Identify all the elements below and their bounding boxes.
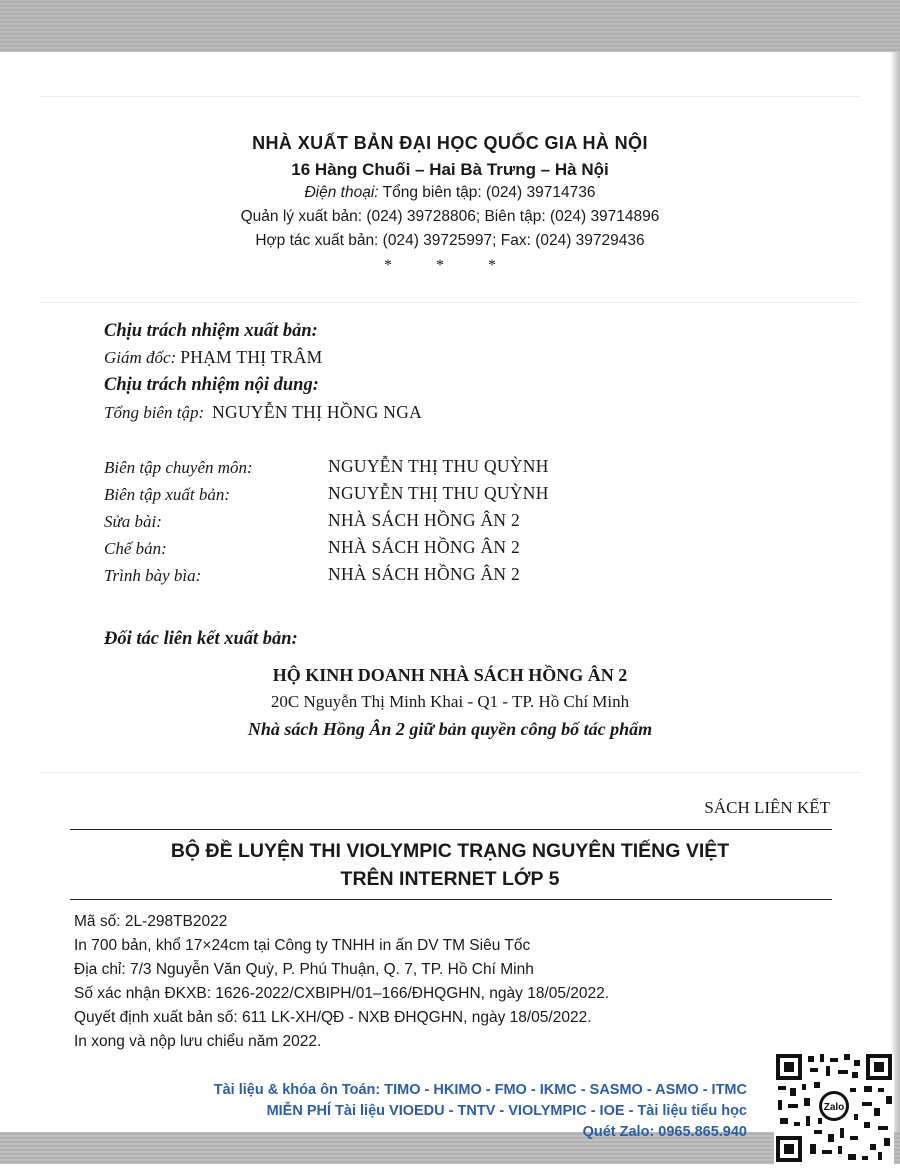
scan-line	[40, 772, 860, 773]
separator-stars: * * *	[384, 257, 516, 274]
credit-label: Trình bày bìa:	[104, 566, 202, 585]
scan-line	[40, 96, 860, 97]
print-info-line: Địa chỉ: 7/3 Nguyễn Văn Quỳ, P. Phú Thuận, Q. 7, TP. Hồ Chí Minh	[74, 961, 534, 978]
publisher-cooperation-line: Hợp tác xuất bản: (024) 39725997; Fax: (024) 39729436	[255, 232, 645, 249]
credit-value: NHÀ SÁCH HỒNG ÂN 2	[328, 510, 521, 530]
publisher-name: NHÀ XUẤT BẢN ĐẠI HỌC QUỐC GIA HÀ NỘI	[252, 133, 648, 153]
promo-line1: Tài liệu & khóa ôn Toán: TIMO - HKIMO - FMO - IKMC - SASMO - ASMO - ITMC	[213, 1082, 747, 1098]
credit-value: NHÀ SÁCH HỒNG ÂN 2	[328, 564, 521, 584]
book-title-line1: BỘ ĐỀ LUYỆN THI VIOLYMPIC TRẠNG NGUYÊN TIẾNG VIỆT	[170, 840, 730, 862]
publisher-phone-line	[0, 184, 900, 202]
phone-value: Tổng biên tập: (024) 39714736	[382, 184, 596, 201]
promo-line2: MIỄN PHÍ Tài liệu VIOEDU - TNTV - VIOLYMPIC - IOE - Tài liệu tiểu học	[266, 1103, 747, 1119]
print-info-line: In xong và nộp lưu chiểu năm 2022.	[74, 1033, 322, 1050]
publisher-management-line: Quản lý xuất bản: (024) 39728806; Biên tập: (024) 39714896	[240, 208, 660, 225]
director-name: PHẠM THỊ TRÂM	[180, 347, 323, 367]
copyright-notice: Nhà sách Hồng Ân 2 giữ bản quyền công bố tác phẩm	[247, 719, 653, 739]
publisher-address: 16 Hàng Chuối – Hai Bà Trưng – Hà Nội	[291, 160, 609, 179]
book-title-line2: TRÊN INTERNET LỚP 5	[340, 868, 560, 890]
partner-address: 20C Nguyễn Thị Minh Khai - Q1 - TP. Hồ Chí Minh	[270, 692, 630, 711]
chief-editor-name: NGUYỄN THỊ HỒNG NGA	[212, 402, 423, 422]
partner-name: HỘ KINH DOANH NHÀ SÁCH HỒNG ÂN 2	[272, 665, 628, 685]
credit-value: NGUYỄN THỊ THU QUỲNH	[328, 456, 549, 476]
chief-editor-line	[104, 402, 422, 423]
scan-bottom-band	[0, 1132, 900, 1164]
scan-line	[40, 302, 860, 303]
qr-code-icon	[774, 1052, 894, 1164]
chief-editor-label: Tổng biên tập:	[104, 403, 205, 422]
promo-line3: Quét Zalo: 0965.865.940	[582, 1124, 747, 1140]
director-line	[104, 347, 323, 368]
credit-label: Sửa bài:	[104, 512, 162, 531]
book-category: SÁCH LIÊN KẾT	[704, 798, 830, 817]
publishing-responsibility-heading: Chịu trách nhiệm xuất bản:	[104, 321, 318, 341]
scan-top-band	[0, 0, 900, 52]
print-info-line: Quyết định xuất bản số: 611 LK-XH/QĐ - NXB ĐHQGHN, ngày 18/05/2022.	[74, 1009, 592, 1026]
content-responsibility-heading: Chịu trách nhiệm nội dung:	[104, 375, 319, 395]
credit-label: Biên tập chuyên môn:	[104, 458, 253, 477]
partner-heading: Đối tác liên kết xuất bản:	[104, 629, 298, 649]
title-rule-top	[70, 829, 832, 830]
credit-label: Biên tập xuất bản:	[104, 485, 231, 504]
credit-label: Chế bản:	[104, 539, 167, 558]
zalo-qr-code[interactable]	[774, 1052, 894, 1164]
title-rule-bottom	[70, 899, 832, 900]
qr-badge-text: Zalo	[823, 1102, 845, 1113]
credit-value: NGUYỄN THỊ THU QUỲNH	[328, 483, 549, 503]
credit-value: NHÀ SÁCH HỒNG ÂN 2	[328, 537, 521, 557]
phone-label: Điện thoại:	[304, 184, 379, 201]
print-info-line: Số xác nhận ĐKXB: 1626-2022/CXBIPH/01–166/ĐHQGHN, ngày 18/05/2022.	[74, 985, 610, 1002]
print-info-line: In 700 bản, khổ 17×24cm tại Công ty TNHH in ấn DV TM Siêu Tốc	[74, 937, 531, 954]
print-info-line: Mã số: 2L-298TB2022	[74, 913, 228, 930]
director-label: Giám đốc:	[104, 348, 177, 367]
